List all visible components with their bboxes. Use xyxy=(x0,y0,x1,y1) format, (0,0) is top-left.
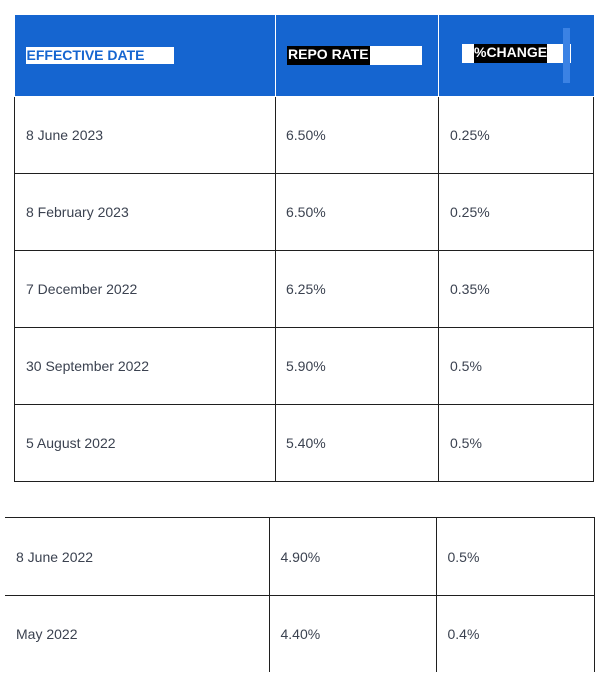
cell-effective-date: 8 June 2022 xyxy=(5,518,269,596)
table-row xyxy=(15,174,594,251)
table-row xyxy=(15,328,594,405)
cell-effective-date: May 2022 xyxy=(5,596,269,673)
scrollbar-handle[interactable] xyxy=(563,28,570,83)
table-row xyxy=(15,405,594,482)
cell-percent-change: 0.35% xyxy=(439,251,594,328)
header-label: REPO RATE xyxy=(287,46,370,65)
header-percent-change xyxy=(439,15,594,97)
header-label: %CHANGE xyxy=(474,44,547,63)
cell-percent-change: 0.4% xyxy=(436,596,594,673)
cell-repo-rate: 6.25% xyxy=(276,251,439,328)
header-repo-rate xyxy=(276,15,439,97)
cell-repo-rate: 5.90% xyxy=(276,328,439,405)
header-label: EFFECTIVE DATE xyxy=(26,47,174,64)
cell-repo-rate: 6.50% xyxy=(276,174,439,251)
cell-repo-rate: 5.40% xyxy=(276,405,439,482)
cell-percent-change: 0.5% xyxy=(439,328,594,405)
cell-effective-date: 5 August 2022 xyxy=(15,405,276,482)
header-row xyxy=(15,15,594,97)
cell-effective-date: 7 December 2022 xyxy=(15,251,276,328)
cell-repo-rate: 4.40% xyxy=(269,596,436,673)
cell-effective-date: 8 June 2023 xyxy=(15,97,276,174)
cell-effective-date: 8 February 2023 xyxy=(15,174,276,251)
cell-repo-rate: 4.90% xyxy=(269,518,436,596)
repo-rate-table xyxy=(14,15,594,482)
cell-percent-change: 0.5% xyxy=(439,405,594,482)
table-row xyxy=(5,596,594,673)
table-row xyxy=(5,518,594,596)
cell-percent-change: 0.25% xyxy=(439,97,594,174)
header-effective-date xyxy=(15,15,276,97)
table-row xyxy=(15,97,594,174)
cell-repo-rate: 6.50% xyxy=(276,97,439,174)
repo-rate-table-continued xyxy=(5,517,595,672)
cell-percent-change: 0.5% xyxy=(436,518,594,596)
cell-percent-change: 0.25% xyxy=(439,174,594,251)
table-row xyxy=(15,251,594,328)
cell-effective-date: 30 September 2022 xyxy=(15,328,276,405)
